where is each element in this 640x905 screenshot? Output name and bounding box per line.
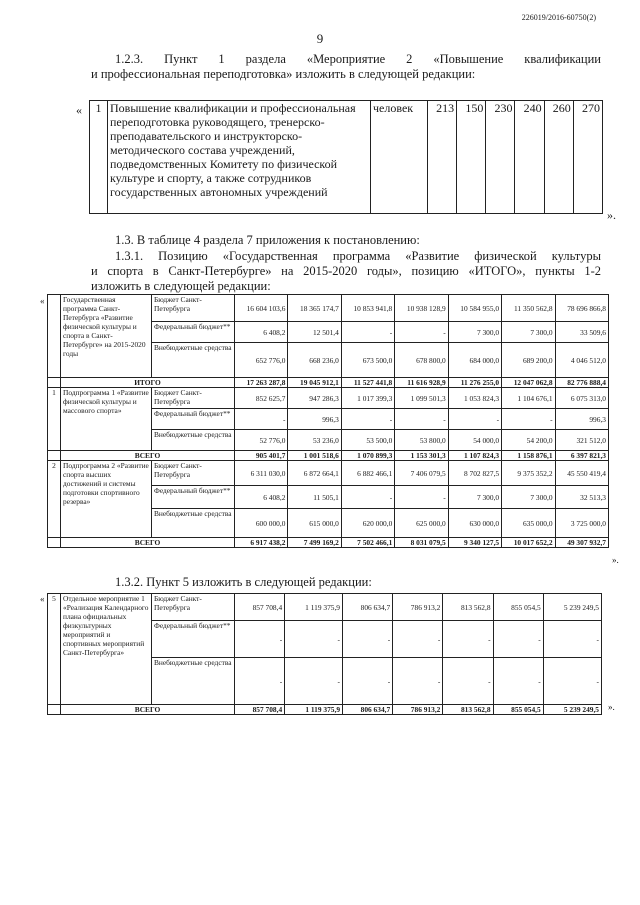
value-cell: - bbox=[395, 322, 448, 343]
total-label: ВСЕГО bbox=[61, 705, 235, 715]
value-cell: 10 584 955,0 bbox=[448, 295, 501, 322]
value-cell: 1 119 375,9 bbox=[285, 594, 343, 621]
total-value: 905 401,7 bbox=[235, 451, 288, 461]
total-value: 6 917 438,2 bbox=[235, 538, 288, 548]
total-row bbox=[48, 378, 609, 388]
funding-source: Бюджет Санкт-Петербурга bbox=[152, 461, 235, 486]
value-cell: - bbox=[395, 409, 448, 430]
funding-source: Внебюджетные средства bbox=[152, 509, 235, 538]
total-value: 11 527 441,8 bbox=[341, 378, 394, 388]
total-row bbox=[48, 538, 609, 548]
value-cell: 855 054,5 bbox=[493, 594, 543, 621]
value-cell: 806 634,7 bbox=[343, 594, 393, 621]
value-cell: 6 408,2 bbox=[235, 486, 288, 509]
total-value: 1 107 824,3 bbox=[448, 451, 501, 461]
value-cell: 7 300,0 bbox=[502, 486, 555, 509]
row-number: 1 bbox=[48, 388, 61, 451]
value-cell: 9 375 352,2 bbox=[502, 461, 555, 486]
total-value: 1 119 375,9 bbox=[285, 705, 343, 715]
value-cell: 10 853 941,8 bbox=[341, 295, 394, 322]
paragraph-1-3-1 bbox=[91, 249, 601, 294]
value-cell: - bbox=[343, 621, 393, 658]
value-cell: 45 550 419,4 bbox=[555, 461, 608, 486]
total-value: 855 054,5 bbox=[493, 705, 543, 715]
value-cell: 150 bbox=[457, 101, 486, 214]
value-cell: - bbox=[448, 409, 501, 430]
close-quote: ». bbox=[607, 208, 616, 222]
total-value: 806 634,7 bbox=[343, 705, 393, 715]
value-cell: 1 053 824,3 bbox=[448, 388, 501, 409]
value-cell: 996,3 bbox=[288, 409, 341, 430]
paragraph-line: изложить в следующей редакции: bbox=[91, 279, 271, 293]
value-cell: 6 311 030,0 bbox=[235, 461, 288, 486]
paragraph-1-3 bbox=[91, 233, 601, 248]
value-cell: - bbox=[285, 621, 343, 658]
value-cell: 53 500,0 bbox=[341, 430, 394, 451]
value-cell: 857 708,4 bbox=[235, 594, 285, 621]
value-cell: - bbox=[341, 409, 394, 430]
row-number bbox=[48, 295, 61, 378]
value-cell: 54 200,0 bbox=[502, 430, 555, 451]
empty-cell bbox=[48, 451, 61, 461]
value-cell: - bbox=[285, 658, 343, 705]
total-value: 6 397 821,3 bbox=[555, 451, 608, 461]
open-quote: « bbox=[40, 296, 45, 306]
total-value: 1 070 899,3 bbox=[341, 451, 394, 461]
funding-source: Федеральный бюджет** bbox=[152, 409, 235, 430]
funding-source: Внебюджетные средства bbox=[152, 430, 235, 451]
value-cell: 1 104 676,1 bbox=[502, 388, 555, 409]
program-name: Государственная программа Санкт-Петербурга «Развитие физической культуры и спорта в Санкт-Петербурге» на 2015-2020 годы bbox=[61, 295, 152, 378]
value-cell: 630 000,0 bbox=[448, 509, 501, 538]
paragraph-line: 1.2.3. Пункт 1 раздела «Мероприятие 2 «Повышение квалификации bbox=[115, 52, 601, 66]
value-cell: 996,3 bbox=[555, 409, 608, 430]
total-value: 17 263 287,8 bbox=[235, 378, 288, 388]
value-cell: 4 046 512,0 bbox=[555, 343, 608, 378]
row-number: 1 bbox=[90, 101, 108, 214]
total-value: 8 031 079,5 bbox=[395, 538, 448, 548]
value-cell: 947 286,3 bbox=[288, 388, 341, 409]
funding-source: Внебюджетные средства bbox=[152, 658, 235, 705]
value-cell: 684 000,0 bbox=[448, 343, 501, 378]
funding-source: Бюджет Санкт-Петербурга bbox=[152, 388, 235, 409]
value-cell: - bbox=[235, 658, 285, 705]
total-label: ИТОГО bbox=[61, 378, 235, 388]
value-cell: - bbox=[543, 658, 601, 705]
total-label: ВСЕГО bbox=[61, 538, 235, 548]
paragraph-line: 1.3.2. Пункт 5 изложить в следующей редакции: bbox=[115, 575, 372, 589]
total-value: 12 047 062,8 bbox=[502, 378, 555, 388]
value-cell: 11 350 562,8 bbox=[502, 295, 555, 322]
page-number: 9 bbox=[316, 31, 324, 46]
value-cell: - bbox=[235, 409, 288, 430]
program-name: Подпрограмма 1 «Развитие физической культуры и массового спорта» bbox=[61, 388, 152, 451]
value-cell: 600 000,0 bbox=[235, 509, 288, 538]
value-cell: 7 300,0 bbox=[502, 322, 555, 343]
value-cell: - bbox=[235, 621, 285, 658]
document-number: 226019/2016-60750(2) bbox=[521, 13, 596, 22]
total-value: 1 158 876,1 bbox=[502, 451, 555, 461]
value-cell: - bbox=[443, 621, 493, 658]
value-cell: 652 776,0 bbox=[235, 343, 288, 378]
value-cell: 213 bbox=[428, 101, 457, 214]
value-cell: 53 800,0 bbox=[395, 430, 448, 451]
total-value: 786 913,2 bbox=[393, 705, 443, 715]
total-value: 9 340 127,5 bbox=[448, 538, 501, 548]
value-cell: - bbox=[341, 322, 394, 343]
total-value: 1 153 301,3 bbox=[395, 451, 448, 461]
total-value: 19 045 912,1 bbox=[288, 378, 341, 388]
value-cell: 1 017 399,3 bbox=[341, 388, 394, 409]
value-cell: 32 513,3 bbox=[555, 486, 608, 509]
value-cell: - bbox=[343, 658, 393, 705]
table-row bbox=[48, 594, 602, 621]
activity-name: Повышение квалификации и профессиональная переподготовка руководящего, тренерско-преподавательского и инструкторско-методического состава учреждений, подведомственных Комитету по физической культуре и спорту, а также сотрудников государственных автономных учреждений bbox=[108, 101, 371, 214]
value-cell: 3 725 000,0 bbox=[555, 509, 608, 538]
table-row bbox=[48, 461, 609, 486]
value-cell: 260 bbox=[544, 101, 573, 214]
open-quote: « bbox=[40, 594, 45, 604]
total-value: 5 239 249,5 bbox=[543, 705, 601, 715]
paragraph-line: и спорта в Санкт-Петербурге» на 2015-2020 годы», позицию «ИТОГО», пункты 1-2 bbox=[91, 264, 601, 278]
funding-source: Федеральный бюджет** bbox=[152, 621, 235, 658]
value-cell: 11 505,1 bbox=[288, 486, 341, 509]
total-row bbox=[48, 451, 609, 461]
table-row bbox=[48, 295, 609, 322]
value-cell: - bbox=[393, 658, 443, 705]
total-label: ВСЕГО bbox=[61, 451, 235, 461]
value-cell: 12 501,4 bbox=[288, 322, 341, 343]
funding-source: Бюджет Санкт-Петербурга bbox=[152, 295, 235, 322]
total-value: 49 307 932,7 bbox=[555, 538, 608, 548]
value-cell: 321 512,0 bbox=[555, 430, 608, 451]
value-cell: 813 562,8 bbox=[443, 594, 493, 621]
value-cell: 8 702 827,5 bbox=[448, 461, 501, 486]
row-number: 2 bbox=[48, 461, 61, 538]
unit-cell: человек bbox=[371, 101, 428, 214]
total-value: 1 001 518,6 bbox=[288, 451, 341, 461]
paragraph-line: 1.3.1. Позицию «Государственная программа «Развитие физической культуры bbox=[115, 249, 601, 263]
value-cell: 1 099 501,3 bbox=[395, 388, 448, 409]
value-cell: 689 200,0 bbox=[502, 343, 555, 378]
value-cell: 673 500,0 bbox=[341, 343, 394, 378]
value-cell: 7 300,0 bbox=[448, 486, 501, 509]
value-cell: - bbox=[443, 658, 493, 705]
value-cell: 7 300,0 bbox=[448, 322, 501, 343]
value-cell: 33 509,6 bbox=[555, 322, 608, 343]
row-number: 5 bbox=[48, 594, 61, 705]
program-name: Отдельное мероприятие 1 «Реализация Календарного плана официальных физкультурных мероприятий и спортивных мероприятий Санкт-Петербурга» bbox=[61, 594, 152, 705]
value-cell: 635 000,0 bbox=[502, 509, 555, 538]
value-cell: 6 075 313,0 bbox=[555, 388, 608, 409]
value-cell: - bbox=[502, 409, 555, 430]
empty-cell bbox=[48, 378, 61, 388]
value-cell: 615 000,0 bbox=[288, 509, 341, 538]
total-row bbox=[48, 705, 602, 715]
value-cell: 10 938 128,9 bbox=[395, 295, 448, 322]
value-cell: 78 696 866,8 bbox=[555, 295, 608, 322]
total-value: 857 708,4 bbox=[235, 705, 285, 715]
value-cell: 53 236,0 bbox=[288, 430, 341, 451]
value-cell: 6 408,2 bbox=[235, 322, 288, 343]
total-value: 11 616 928,9 bbox=[395, 378, 448, 388]
value-cell: 625 000,0 bbox=[395, 509, 448, 538]
value-cell: 678 800,0 bbox=[395, 343, 448, 378]
empty-cell bbox=[48, 538, 61, 548]
table-row bbox=[48, 388, 609, 409]
value-cell: - bbox=[543, 621, 601, 658]
value-cell: 620 000,0 bbox=[341, 509, 394, 538]
total-value: 82 776 888,4 bbox=[555, 378, 608, 388]
value-cell: - bbox=[341, 486, 394, 509]
value-cell: - bbox=[493, 621, 543, 658]
value-cell: 270 bbox=[573, 101, 602, 214]
paragraph-line: 1.3. В таблице 4 раздела 7 приложения к постановлению: bbox=[115, 233, 420, 247]
value-cell: 52 776,0 bbox=[235, 430, 288, 451]
value-cell: 7 406 079,5 bbox=[395, 461, 448, 486]
value-cell: 786 913,2 bbox=[393, 594, 443, 621]
total-value: 10 017 652,2 bbox=[502, 538, 555, 548]
close-quote: ». bbox=[612, 555, 619, 565]
close-quote: ». bbox=[608, 702, 615, 712]
paragraph-1-2-3 bbox=[91, 52, 601, 82]
value-cell: 6 882 466,1 bbox=[341, 461, 394, 486]
training-table bbox=[89, 100, 603, 214]
paragraph-line: и профессиональная переподготовка» изложить в следующей редакции: bbox=[91, 67, 476, 81]
funding-table bbox=[47, 294, 609, 548]
total-value: 7 502 466,1 bbox=[341, 538, 394, 548]
funding-source: Внебюджетные средства bbox=[152, 343, 235, 378]
value-cell: - bbox=[493, 658, 543, 705]
value-cell: 5 239 249,5 bbox=[543, 594, 601, 621]
open-quote: « bbox=[76, 103, 82, 117]
funding-source: Федеральный бюджет** bbox=[152, 322, 235, 343]
value-cell: 6 872 664,1 bbox=[288, 461, 341, 486]
total-value: 11 276 255,0 bbox=[448, 378, 501, 388]
value-cell: - bbox=[395, 486, 448, 509]
value-cell: 54 000,0 bbox=[448, 430, 501, 451]
value-cell: 668 236,0 bbox=[288, 343, 341, 378]
value-cell: 18 365 174,7 bbox=[288, 295, 341, 322]
total-value: 7 499 169,2 bbox=[288, 538, 341, 548]
value-cell: 16 604 103,6 bbox=[235, 295, 288, 322]
funding-source: Бюджет Санкт-Петербурга bbox=[152, 594, 235, 621]
paragraph-1-3-2 bbox=[91, 575, 601, 590]
event-funding-table bbox=[47, 593, 602, 715]
value-cell: 852 625,7 bbox=[235, 388, 288, 409]
funding-source: Федеральный бюджет** bbox=[152, 486, 235, 509]
total-value: 813 562,8 bbox=[443, 705, 493, 715]
value-cell: 240 bbox=[515, 101, 544, 214]
program-name: Подпрограмма 2 «Развитие спорта высших достижений и системы подготовки спортивного резерва» bbox=[61, 461, 152, 538]
table-row bbox=[90, 101, 603, 214]
value-cell: - bbox=[393, 621, 443, 658]
empty-cell bbox=[48, 705, 61, 715]
value-cell: 230 bbox=[486, 101, 515, 214]
